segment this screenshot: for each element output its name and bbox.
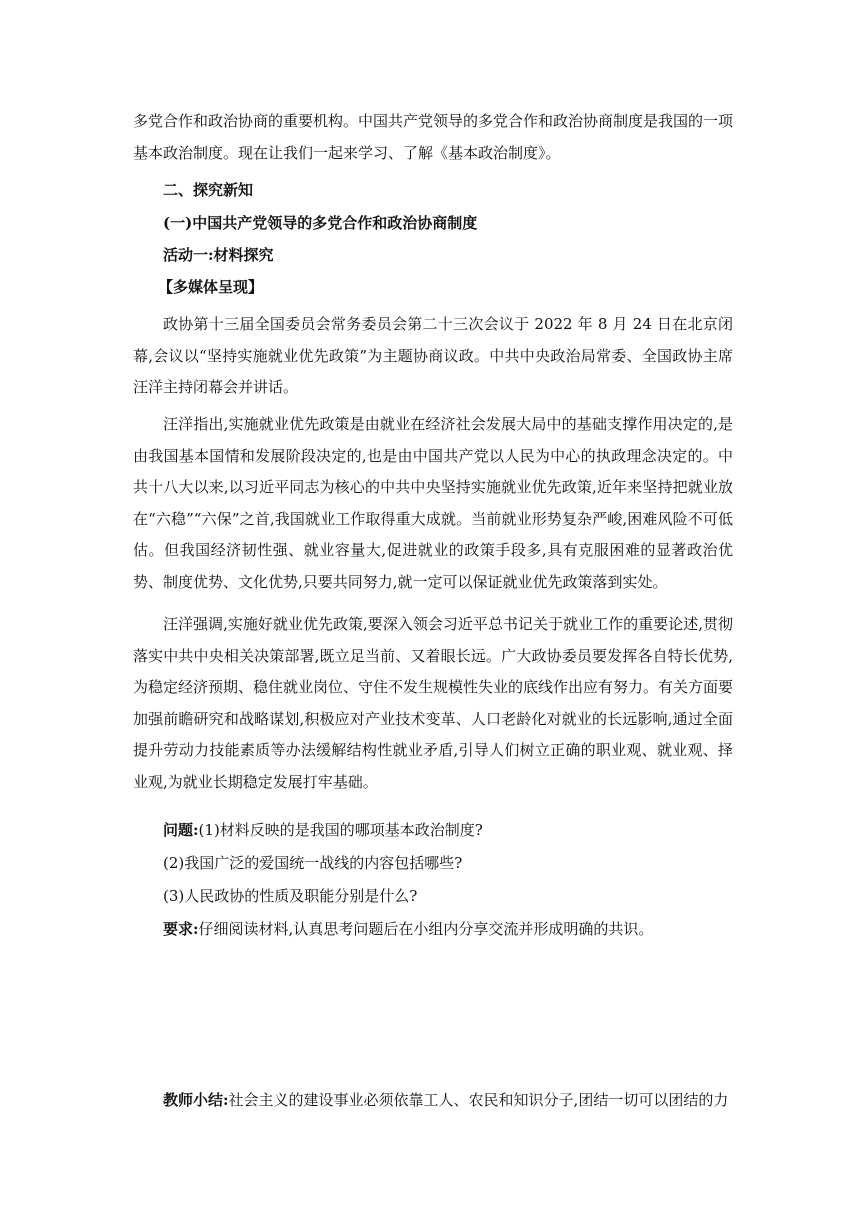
requirement-line [163,919,653,939]
questions-label: 问题: [163,821,199,839]
summary-text: 社会主义的建设事业必须依靠工人、农民和知识分子,团结一切可以团结的力 [228,1091,729,1109]
material-paragraph-3: 汪洋强调,实施好就业优先政策,要深入领会习近平总书记关于就业工作的重要论述,贯彻落实中共中央相关决策部署,既立足当前、又着眼长远。广大政协委员要发挥各自特长优势,为稳定经济预期、稳住就业岗位、守住不发生规模性失业的底线作出应有努力。有关方面要加强前瞻研究和战略谋划,积极应对产业技术变革、人口老龄化对就业的长远影响,通过全面提升劳动力技能素质等办法缓解结构性就业矛盾,引导人们树立正确的职业观、就业观、择业观,为就业长期稳定发展打牢基础。 [133,615,734,791]
activity-title: 活动一:材料探究 [163,246,274,264]
teacher-summary [163,1090,733,1110]
section-title: 二、探究新知 [163,181,254,199]
question-1-text: (1)材料反映的是我国的哪项基本政治制度? [198,821,483,839]
subsection-title: (一)中国共产党领导的多党合作和政治协商制度 [163,214,478,232]
question-2: (2)我国广泛的爱国统一战线的内容包括哪些? [163,854,463,872]
material-paragraph-1: 政协第十三届全国委员会常务委员会第二十三次会议于 2022 年 8 月 24 日在北京闭幕,会议以“坚持实施就业优先政策”为主题协商议政。中共中央政治局常委、全国政协主席汪洋主持闭幕会并讲话。 [133,315,733,396]
media-title: 【多媒体呈现】 [158,278,264,296]
question-3: (3)人民政协的性质及职能分别是什么? [163,887,418,905]
material-paragraph-2: 汪洋指出,实施就业优先政策是由就业在经济社会发展大局中的基础支撑作用决定的,是由我国基本国情和发展阶段决定的,也是由中国共产党以人民为中心的执政理念决定的。中共十八大以来,以习近平同志为核心的中共中央坚持实施就业优先政策,近年来坚持把就业放在“六稳”“六保”之首,我国就业工作取得重大成就。当前就业形势复杂严峻,困难风险不可低估。但我国经济韧性强、就业容量大,促进就业的政策手段多,具有克服困难的显著政治优势、制度优势、文化优势,只要共同努力,就一定可以保证就业优先政策落到实处。 [133,415,733,591]
question-1 [163,820,483,840]
intro-paragraph: 多党合作和政治协商的重要机构。中国共产党领导的多党合作和政治协商制度是我国的一项基本政治制度。现在让我们一起来学习、了解《基本政治制度》。 [133,112,734,162]
requirement-text: 仔细阅读材料,认真思考问题后在小组内分享交流并形成明确的共识。 [198,920,654,938]
requirement-label: 要求: [163,920,199,938]
summary-label: 教师小结: [163,1091,229,1109]
